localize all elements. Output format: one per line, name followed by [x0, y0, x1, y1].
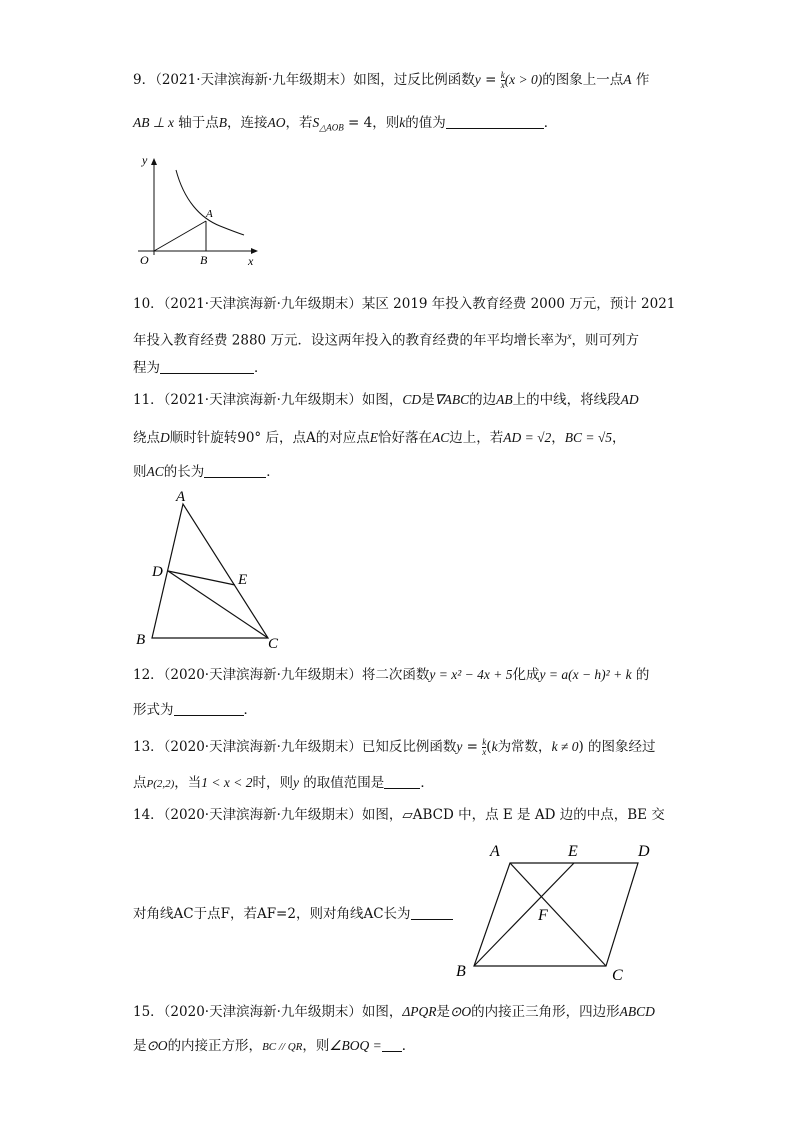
- q15-triangle: ΔPQR: [402, 1004, 437, 1019]
- q9-seg-ao: AO: [267, 115, 286, 130]
- q9-text-f: ，若: [285, 115, 313, 131]
- q14-label-f: F: [538, 907, 548, 924]
- q9-func-y: y: [474, 72, 481, 87]
- q13-text-c: 为常数，: [497, 739, 552, 755]
- q11-label-b: B: [136, 632, 146, 648]
- q11-label-d: D: [152, 564, 163, 580]
- q13-text-d: ) 的图象经过: [578, 739, 656, 755]
- q11-text-a: 11．（2021·天津滨海新·九年级期末）如图，: [133, 392, 403, 408]
- q15-text-f: ，则: [302, 1038, 330, 1054]
- q15-answer-blank[interactable]: [382, 1037, 402, 1052]
- q11-text-h: 恰好落在: [377, 430, 432, 446]
- q14-label-d: D: [638, 843, 650, 860]
- q15-text-d: 是: [133, 1038, 147, 1054]
- q9-figure: [130, 150, 270, 270]
- q13-var-k: k: [491, 739, 498, 754]
- q11-deg: 90°: [237, 430, 262, 446]
- q10-text-c: 程为: [133, 360, 160, 376]
- q11-end: ．: [266, 464, 280, 480]
- q12-text-a: 12．（2020·天津滨海新·九年级期末）将二次函数: [133, 667, 430, 683]
- q9-line1: [133, 70, 649, 90]
- q13-text-g: 时，则: [252, 775, 294, 791]
- q12-end: ．: [243, 702, 257, 718]
- q9-curve: [176, 170, 244, 235]
- q15-text-e: 的内接正方形，: [167, 1038, 263, 1054]
- q9-var-k: k: [399, 115, 406, 130]
- q9-area-s: S: [312, 115, 320, 130]
- q9-text-b: 的图象上一点: [542, 72, 624, 88]
- q13-text-h: 的取值范围是: [299, 775, 385, 791]
- q9-label-x: x: [248, 254, 254, 268]
- q9-text-e: ，连接: [227, 115, 268, 131]
- q9-end: ．: [543, 115, 558, 131]
- q11-ad: AD: [620, 392, 639, 407]
- q11-figure: [130, 484, 290, 652]
- q10-line2: [133, 326, 639, 351]
- q14-figure: [450, 838, 670, 988]
- q11-text-d: 上的中线，将线段: [512, 392, 621, 408]
- q9-answer-blank[interactable]: [446, 114, 544, 129]
- q15-parallel: BC // QR: [262, 1041, 303, 1053]
- q11-ac: AC: [431, 430, 450, 445]
- q9-y-arrow-icon: [151, 158, 157, 165]
- q11-label-c: C: [268, 636, 279, 652]
- q13-var-y: y: [293, 775, 300, 790]
- q10-var-x: x: [567, 331, 572, 341]
- q11-text-g: 后，点A的对应点: [261, 430, 370, 446]
- q11-line1: [133, 390, 639, 410]
- q12-text-d: 形式为: [133, 702, 174, 718]
- q11-bc-eq: BC = √5: [564, 430, 613, 445]
- q14-parallelogram: [474, 863, 638, 966]
- q9-point-a: A: [623, 72, 632, 87]
- q9-line2: [133, 113, 557, 138]
- q11-answer-blank[interactable]: [204, 463, 266, 478]
- q11-text-j: ，: [612, 430, 626, 446]
- q10-text-a: 年投入教育经费 2880 万元．设这两年投入的教育经费的年平均增长率为: [133, 332, 568, 349]
- q15-quad: ABCD: [619, 1004, 655, 1019]
- q9-frac-num: k: [500, 70, 505, 80]
- q13-line1: [133, 737, 656, 757]
- q13-text-a: 13．（2020·天津滨海新·九年级期末）已知反比例函数: [133, 739, 457, 755]
- q9-label-b: B: [200, 253, 208, 267]
- q10-line1: 10．（2021·天津滨海新·九年级期末）某区 2019 年投入教育经费 2000 万元，预计 2021: [133, 296, 676, 312]
- q11-text-f: 顺时针旋转: [169, 430, 238, 446]
- q11-line2: [133, 428, 626, 448]
- q13-line2: [133, 773, 434, 794]
- q13-point: P(2,2): [146, 778, 175, 790]
- q10-answer-blank[interactable]: [160, 359, 254, 374]
- q13-text-e: 点: [133, 775, 147, 791]
- q13-answer-blank[interactable]: [384, 774, 420, 789]
- q15-line2: [133, 1036, 415, 1057]
- q14-answer-blank[interactable]: [411, 905, 453, 920]
- q9-label-a: A: [206, 208, 213, 220]
- q13-cond: k ≠ 0: [551, 739, 579, 754]
- q15-circle: ⊙O: [450, 1004, 472, 1019]
- q9-label-y: y: [142, 153, 148, 167]
- q15-angle: ∠BOQ =: [329, 1038, 382, 1053]
- q11-ac2: AC: [146, 464, 164, 479]
- q15-text-a: 15．（2020·天津滨海新·九年级期末）如图，: [133, 1004, 403, 1020]
- q12-text-b: 化成: [512, 667, 540, 683]
- q13-func-y: y: [456, 739, 463, 754]
- q15-text-b: 是: [436, 1004, 451, 1020]
- q11-ad-eq: AD = √2: [503, 430, 552, 445]
- q15-circle2: ⊙O: [146, 1038, 168, 1053]
- q9-text: 9．（2021·天津滨海新·九年级期末）如图，过反比例函数: [133, 72, 475, 88]
- q9-area-val: = 4: [343, 115, 373, 131]
- q13-func-eq: =: [462, 739, 483, 755]
- q12-line2: [133, 700, 257, 720]
- q13-end: ．: [420, 775, 434, 791]
- q14-label-b: B: [456, 963, 466, 980]
- q11-d: D: [160, 430, 170, 445]
- q9-label-o: O: [140, 253, 149, 267]
- q11-sep: ，: [551, 430, 565, 446]
- q9-text-g: ，则: [372, 115, 400, 131]
- q11-ab: AB: [496, 392, 513, 407]
- q14-label-c: C: [612, 967, 623, 984]
- q11-cd: CD: [402, 392, 422, 407]
- q11-text-e: 绕点: [133, 430, 160, 446]
- q9-segment-ao: [154, 221, 206, 251]
- q15-line1: [133, 1002, 655, 1022]
- q13-text-b: (: [486, 739, 492, 755]
- q14-label-e: E: [568, 843, 578, 860]
- q9-text-h: 的值为: [405, 115, 446, 131]
- q11-triangle: ∇ABC: [434, 392, 470, 407]
- q9-perp: AB ⊥ x: [133, 115, 174, 130]
- q12-answer-blank[interactable]: [174, 701, 244, 716]
- q13-text-f: ，当: [174, 775, 202, 791]
- q11-text-k: 则: [133, 464, 147, 480]
- q11-text-l: 的长为: [163, 464, 205, 480]
- q13-frac-num: k: [482, 737, 487, 747]
- q9-frac-den: x: [500, 80, 505, 90]
- q11-line3: [133, 462, 280, 482]
- q12-text-c: 的: [631, 667, 650, 683]
- q10-line3: [133, 358, 268, 378]
- q11-label-e: E: [238, 572, 248, 588]
- q13-frac-den: x: [482, 747, 487, 757]
- q12-func1: y = x² − 4x + 5: [429, 667, 513, 682]
- q9-text-d: 轴于点: [174, 115, 219, 131]
- q9-area-sub: △AOB: [319, 122, 344, 133]
- q15-text-c: 的内接正三角形，四边形: [471, 1004, 620, 1020]
- q14-line1: 14．（2020·天津滨海新·九年级期末）如图，▱ABCD 中，点 E 是 AD 边的中点，BE 交: [133, 807, 665, 823]
- q12-func2: y = a(x − h)² + k: [539, 667, 632, 682]
- q9-domain: (x > 0): [504, 72, 543, 87]
- q11-text-c: 的边: [469, 392, 497, 408]
- q10-text-b: ，则可列方: [571, 332, 639, 349]
- q14-label-a: A: [490, 843, 500, 860]
- q13-ineq: 1 < x < 2: [201, 775, 253, 790]
- q9-text-c: 作: [631, 72, 650, 88]
- q14-line2: [133, 904, 453, 924]
- q12-line1: [133, 665, 649, 685]
- q10-end: ．: [254, 360, 268, 376]
- q14-text: 对角线AC于点F，若AF=2，则对角线AC长为: [133, 906, 411, 922]
- q9-func-eq: =: [480, 72, 501, 88]
- q15-end: ．: [401, 1038, 416, 1054]
- q11-text-b: 是: [421, 392, 435, 408]
- q11-label-a: A: [176, 489, 186, 505]
- q9-point-b: B: [218, 115, 228, 130]
- q11-text-i: 边上，若: [449, 430, 504, 446]
- q11-e: E: [369, 430, 378, 445]
